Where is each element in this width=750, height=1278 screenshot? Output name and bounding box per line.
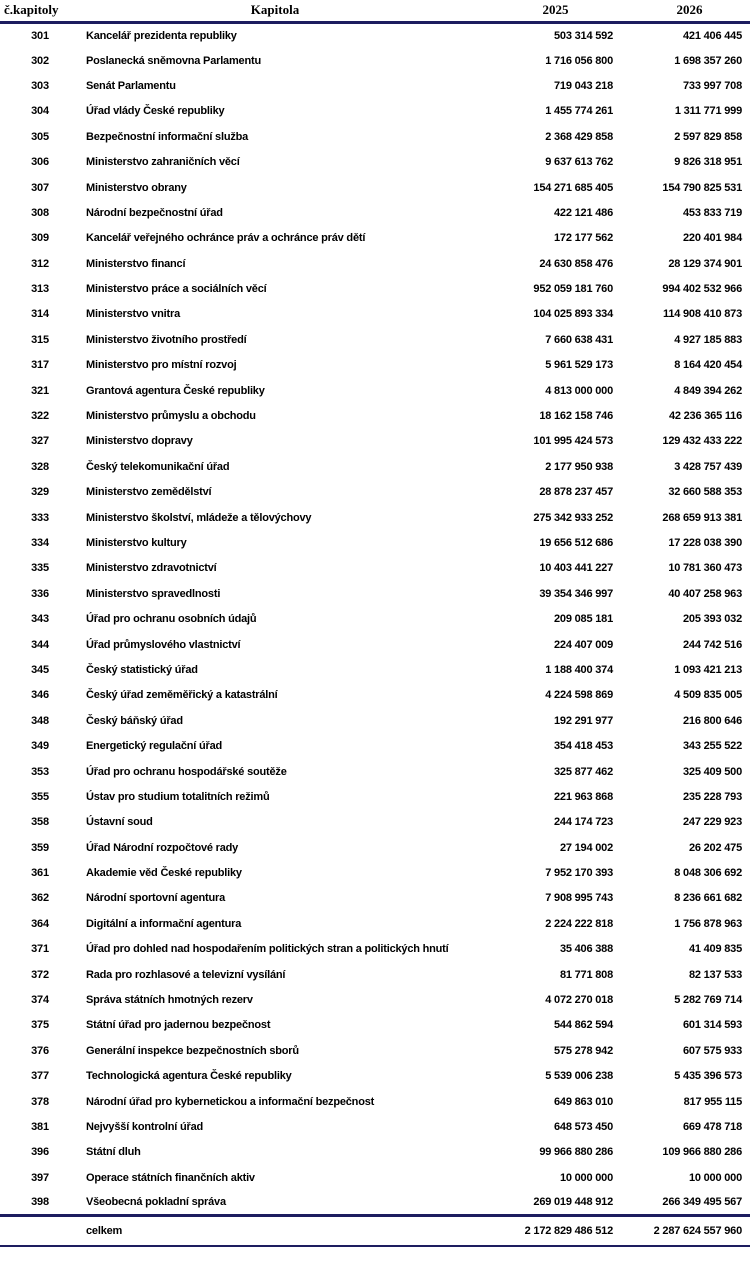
chapter-name: Ústav pro studium totalitních režimů bbox=[86, 790, 270, 803]
amount-2025: 544 862 594 bbox=[554, 1019, 613, 1032]
amount-2025: 5 539 006 238 bbox=[545, 1070, 613, 1083]
table-row bbox=[0, 1013, 750, 1038]
chapter-name: Ministerstvo dopravy bbox=[86, 435, 193, 448]
table-row bbox=[0, 73, 750, 98]
chapter-name: Ministerstvo školství, mládeže a tělovýchovy bbox=[86, 511, 312, 524]
amount-2025: 2 224 222 818 bbox=[545, 917, 613, 930]
chapter-number: 315 bbox=[31, 333, 49, 346]
chapter-name: Kancelář prezidenta republiky bbox=[86, 29, 237, 42]
table-row bbox=[0, 581, 750, 606]
chapter-number: 322 bbox=[31, 410, 49, 423]
chapter-number: 336 bbox=[31, 587, 49, 600]
chapter-name: Národní bezpečnostní úřad bbox=[86, 206, 223, 219]
chapter-name: Český úřad zeměměřický a katastrální bbox=[86, 689, 278, 702]
column-header-chapter-name: Kapitola bbox=[80, 0, 470, 23]
chapter-name: Ministerstvo spravedlnosti bbox=[86, 587, 221, 600]
amount-2026: 5 282 769 714 bbox=[674, 994, 742, 1007]
table-row bbox=[0, 962, 750, 987]
table-row bbox=[0, 1114, 750, 1139]
chapter-number: 313 bbox=[31, 283, 49, 296]
chapter-number: 314 bbox=[31, 308, 49, 321]
chapter-name: Kancelář veřejného ochránce práv a ochránce práv dětí bbox=[86, 232, 366, 245]
amount-2025: 19 656 512 686 bbox=[539, 537, 613, 549]
table-row bbox=[0, 556, 750, 581]
amount-2026: 247 229 923 bbox=[683, 816, 742, 829]
table-row bbox=[0, 200, 750, 225]
chapter-number: 348 bbox=[31, 714, 49, 727]
amount-2026: 4 509 835 005 bbox=[674, 689, 742, 702]
amount-2026: 216 800 646 bbox=[683, 714, 742, 727]
amount-2026: 343 255 522 bbox=[683, 740, 742, 753]
chapter-name: Úřad pro dohled nad hospodařením politických stran a politických hnutí bbox=[86, 943, 449, 956]
total-2025: 2 172 829 486 512 bbox=[470, 1216, 615, 1246]
chapter-number: 355 bbox=[31, 790, 49, 803]
column-header-2026: 2026 bbox=[615, 0, 750, 23]
amount-2026: 10 000 000 bbox=[688, 1171, 742, 1184]
table-row bbox=[0, 23, 750, 48]
chapter-name: Ministerstvo pro místní rozvoj bbox=[86, 359, 237, 372]
amount-2025: 1 188 400 374 bbox=[545, 663, 613, 676]
chapter-name: Ministerstvo obrany bbox=[86, 181, 187, 194]
table-row bbox=[0, 886, 750, 911]
total-empty-cell bbox=[0, 1216, 80, 1246]
chapter-number: 364 bbox=[31, 917, 49, 930]
amount-2025: 2 368 429 858 bbox=[545, 130, 613, 143]
chapter-number: 374 bbox=[31, 994, 49, 1007]
chapter-number: 361 bbox=[31, 867, 49, 880]
amount-2026: 1 311 771 999 bbox=[674, 105, 742, 118]
amount-2025: 4 072 270 018 bbox=[545, 994, 613, 1007]
amount-2026: 8 164 420 454 bbox=[674, 359, 742, 372]
amount-2025: 24 630 858 476 bbox=[539, 257, 613, 270]
chapter-name: Ministerstvo práce a sociálních věcí bbox=[86, 283, 267, 296]
chapter-number: 372 bbox=[31, 968, 49, 981]
table-row bbox=[0, 124, 750, 149]
table-row bbox=[0, 911, 750, 936]
table-row bbox=[0, 987, 750, 1012]
table-body bbox=[0, 23, 750, 1216]
table-row bbox=[0, 99, 750, 124]
chapter-name: Úřad průmyslového vlastnictví bbox=[86, 638, 241, 651]
table-row bbox=[0, 1038, 750, 1063]
amount-2025: 39 354 346 997 bbox=[539, 587, 613, 600]
chapter-number: 333 bbox=[31, 511, 49, 524]
amount-2026: 994 402 532 966 bbox=[662, 283, 742, 296]
amount-2026: 41 409 835 bbox=[688, 943, 742, 956]
chapter-number: 312 bbox=[31, 257, 49, 270]
chapter-name: Ústavní soud bbox=[86, 816, 153, 829]
chapter-number: 397 bbox=[31, 1171, 49, 1184]
chapter-number: 309 bbox=[31, 232, 49, 245]
table-row bbox=[0, 302, 750, 327]
amount-2026: 325 409 500 bbox=[683, 765, 742, 778]
amount-2026: 154 790 825 531 bbox=[662, 181, 742, 194]
chapter-number: 362 bbox=[31, 892, 49, 905]
amount-2025: 224 407 009 bbox=[554, 638, 613, 651]
amount-2025: 27 194 002 bbox=[559, 841, 613, 854]
chapter-name: Nejvyšší kontrolní úřad bbox=[86, 1120, 204, 1133]
table-row bbox=[0, 937, 750, 962]
chapter-name: Akademie věd České republiky bbox=[86, 867, 242, 880]
amount-2026: 235 228 793 bbox=[683, 790, 742, 803]
chapter-name: Operace státních finančních aktiv bbox=[86, 1171, 255, 1184]
table-row bbox=[0, 1089, 750, 1114]
table-row bbox=[0, 327, 750, 352]
amount-2025: 649 863 010 bbox=[554, 1095, 613, 1108]
chapter-number: 335 bbox=[31, 562, 49, 575]
chapter-number: 321 bbox=[31, 384, 49, 397]
chapter-number: 376 bbox=[31, 1044, 49, 1057]
table-row bbox=[0, 708, 750, 733]
amount-2025: 9 637 613 762 bbox=[545, 156, 613, 169]
chapter-name: Český báňský úřad bbox=[86, 714, 183, 727]
chapter-name: Ministerstvo zdravotnictví bbox=[86, 562, 217, 575]
amount-2026: 17 228 038 390 bbox=[668, 537, 742, 549]
amount-2025: 648 573 450 bbox=[554, 1120, 613, 1133]
amount-2025: 10 000 000 bbox=[559, 1171, 613, 1184]
table-row bbox=[0, 1064, 750, 1089]
amount-2026: 129 432 433 222 bbox=[662, 435, 742, 448]
chapter-name: Ministerstvo vnitra bbox=[86, 308, 181, 321]
chapter-name: Energetický regulační úřad bbox=[86, 740, 223, 753]
chapter-number: 301 bbox=[31, 29, 49, 42]
chapter-number: 328 bbox=[31, 460, 49, 473]
table-row bbox=[0, 632, 750, 657]
chapter-number: 306 bbox=[31, 156, 49, 169]
table-row bbox=[0, 454, 750, 479]
amount-2026: 733 997 708 bbox=[683, 79, 742, 92]
amount-2025: 354 418 453 bbox=[554, 740, 613, 753]
table-row bbox=[0, 251, 750, 276]
chapter-number: 398 bbox=[31, 1196, 49, 1209]
total-2026: 2 287 624 557 960 bbox=[615, 1216, 750, 1246]
amount-2025: 101 995 424 573 bbox=[533, 435, 613, 448]
chapter-name: Technologická agentura České republiky bbox=[86, 1070, 292, 1083]
chapter-name: Správa státních hmotných rezerv bbox=[86, 994, 253, 1007]
amount-2025: 172 177 562 bbox=[554, 232, 613, 245]
chapter-name: Státní úřad pro jadernou bezpečnost bbox=[86, 1019, 271, 1032]
column-header-chapter-number: č.kapitoly bbox=[0, 0, 80, 23]
amount-2025: 209 085 181 bbox=[554, 613, 613, 626]
chapter-name: Ministerstvo financí bbox=[86, 257, 186, 270]
chapter-number: 317 bbox=[31, 359, 49, 372]
chapter-name: Rada pro rozhlasové a televizní vysílání bbox=[86, 968, 286, 981]
table-row bbox=[0, 606, 750, 631]
table-row bbox=[0, 505, 750, 530]
amount-2026: 1 093 421 213 bbox=[674, 663, 742, 676]
total-label: celkem bbox=[80, 1216, 470, 1246]
amount-2026: 244 742 516 bbox=[683, 638, 742, 651]
table-row bbox=[0, 784, 750, 809]
amount-2026: 28 129 374 901 bbox=[668, 257, 742, 270]
amount-2025: 104 025 893 334 bbox=[533, 308, 613, 321]
table-row bbox=[0, 683, 750, 708]
chapter-number: 305 bbox=[31, 130, 49, 143]
amount-2025: 81 771 808 bbox=[559, 968, 613, 981]
amount-2025: 35 406 388 bbox=[559, 943, 613, 956]
amount-2026: 453 833 719 bbox=[683, 206, 742, 219]
amount-2025: 221 963 868 bbox=[554, 790, 613, 803]
chapter-name: Ministerstvo zemědělství bbox=[86, 486, 212, 499]
chapter-name: Poslanecká sněmovna Parlamentu bbox=[86, 54, 261, 67]
table-row bbox=[0, 353, 750, 378]
table-row bbox=[0, 175, 750, 200]
amount-2025: 244 174 723 bbox=[554, 816, 613, 829]
amount-2026: 10 781 360 473 bbox=[668, 562, 742, 575]
table-row bbox=[0, 530, 750, 555]
amount-2025: 503 314 592 bbox=[554, 29, 613, 42]
amount-2026: 42 236 365 116 bbox=[668, 410, 742, 423]
table-row bbox=[0, 1140, 750, 1165]
chapter-number: 304 bbox=[31, 105, 49, 118]
chapter-number: 308 bbox=[31, 206, 49, 219]
amount-2025: 4 813 000 000 bbox=[545, 384, 613, 397]
table-row bbox=[0, 226, 750, 251]
chapter-name: Úřad vlády České republiky bbox=[86, 105, 225, 118]
table-row bbox=[0, 835, 750, 860]
amount-2026: 220 401 984 bbox=[683, 232, 742, 245]
chapter-name: Digitální a informační agentura bbox=[86, 917, 242, 930]
table-row bbox=[0, 480, 750, 505]
table-row bbox=[0, 810, 750, 835]
table-row bbox=[0, 378, 750, 403]
amount-2026: 26 202 475 bbox=[688, 841, 742, 854]
amount-2026: 4 849 394 262 bbox=[674, 384, 742, 397]
table-row bbox=[0, 733, 750, 758]
chapter-name: Národní úřad pro kybernetickou a informační bezpečnost bbox=[86, 1095, 375, 1108]
amount-2026: 8 236 661 682 bbox=[674, 892, 742, 905]
amount-2026: 266 349 495 567 bbox=[662, 1196, 742, 1209]
amount-2026: 817 955 115 bbox=[683, 1095, 742, 1108]
amount-2025: 7 908 995 743 bbox=[545, 892, 613, 905]
chapter-name: Úřad pro ochranu osobních údajů bbox=[86, 613, 257, 626]
amount-2026: 32 660 588 353 bbox=[668, 486, 742, 499]
chapter-name: Úřad Národní rozpočtové rady bbox=[86, 841, 239, 854]
amount-2025: 7 952 170 393 bbox=[545, 867, 613, 880]
amount-2025: 154 271 685 405 bbox=[533, 181, 613, 194]
amount-2026: 4 927 185 883 bbox=[674, 333, 742, 346]
amount-2025: 1 455 774 261 bbox=[545, 105, 613, 118]
amount-2025: 325 877 462 bbox=[554, 765, 613, 778]
amount-2026: 40 407 258 963 bbox=[668, 587, 742, 600]
amount-2026: 205 393 032 bbox=[683, 613, 742, 626]
amount-2025: 422 121 486 bbox=[554, 206, 613, 219]
amount-2026: 669 478 718 bbox=[683, 1120, 742, 1133]
amount-2026: 1 756 878 963 bbox=[674, 917, 742, 930]
table-row bbox=[0, 429, 750, 454]
chapter-number: 329 bbox=[31, 486, 49, 499]
chapter-number: 349 bbox=[31, 740, 49, 753]
amount-2025: 4 224 598 869 bbox=[545, 689, 613, 702]
amount-2025: 719 043 218 bbox=[554, 79, 613, 92]
chapter-name: Všeobecná pokladní správa bbox=[86, 1196, 226, 1209]
chapter-number: 303 bbox=[31, 79, 49, 92]
amount-2026: 9 826 318 951 bbox=[674, 156, 742, 169]
amount-2026: 1 698 357 260 bbox=[674, 54, 742, 67]
chapter-name: Senát Parlamentu bbox=[86, 79, 176, 92]
table-row bbox=[0, 403, 750, 428]
column-header-2025: 2025 bbox=[470, 0, 615, 23]
chapter-number: 353 bbox=[31, 765, 49, 778]
table-row bbox=[0, 149, 750, 174]
chapter-number: 377 bbox=[31, 1070, 49, 1083]
chapter-number: 307 bbox=[31, 181, 49, 194]
total-row bbox=[0, 1216, 750, 1246]
amount-2026: 114 908 410 873 bbox=[663, 308, 742, 321]
chapter-name: Úřad pro ochranu hospodářské soutěže bbox=[86, 765, 287, 778]
amount-2026: 268 659 913 381 bbox=[662, 511, 742, 524]
amount-2025: 1 716 056 800 bbox=[545, 54, 613, 67]
amount-2025: 10 403 441 227 bbox=[539, 562, 613, 575]
chapter-name: Český statistický úřad bbox=[86, 663, 198, 676]
amount-2025: 2 177 950 938 bbox=[545, 460, 613, 473]
chapter-name: Generální inspekce bezpečnostních sborů bbox=[86, 1044, 299, 1057]
amount-2025: 28 878 237 457 bbox=[539, 486, 613, 499]
chapter-number: 343 bbox=[31, 613, 49, 626]
amount-2026: 3 428 757 439 bbox=[674, 460, 742, 473]
amount-2025: 269 019 448 912 bbox=[533, 1196, 613, 1209]
table-row bbox=[0, 48, 750, 73]
chapter-number: 345 bbox=[31, 663, 49, 676]
amount-2025: 192 291 977 bbox=[554, 714, 613, 727]
chapter-number: 396 bbox=[31, 1146, 49, 1159]
amount-2025: 275 342 933 252 bbox=[533, 511, 613, 524]
table-header-row bbox=[0, 0, 750, 23]
chapter-name: Ministerstvo životního prostředí bbox=[86, 333, 247, 346]
chapter-name: Ministerstvo zahraničních věcí bbox=[86, 156, 240, 169]
amount-2026: 421 406 445 bbox=[683, 29, 742, 42]
table-row bbox=[0, 860, 750, 885]
chapter-number: 344 bbox=[31, 638, 49, 651]
table-row bbox=[0, 759, 750, 784]
amount-2026: 8 048 306 692 bbox=[674, 867, 742, 880]
amount-2025: 952 059 181 760 bbox=[533, 283, 613, 296]
chapter-name: Ministerstvo kultury bbox=[86, 537, 187, 549]
chapter-name: Český telekomunikační úřad bbox=[86, 460, 230, 473]
amount-2026: 601 314 593 bbox=[683, 1019, 742, 1032]
amount-2025: 5 961 529 173 bbox=[545, 359, 613, 372]
chapter-name: Národní sportovní agentura bbox=[86, 892, 226, 905]
chapter-number: 302 bbox=[31, 54, 49, 67]
table-row bbox=[0, 657, 750, 682]
amount-2025: 575 278 942 bbox=[554, 1044, 613, 1057]
chapter-number: 378 bbox=[31, 1095, 49, 1108]
amount-2025: 18 162 158 746 bbox=[539, 410, 613, 423]
table-row bbox=[0, 1165, 750, 1190]
amount-2026: 607 575 933 bbox=[683, 1044, 742, 1057]
chapter-number: 327 bbox=[31, 435, 49, 448]
chapter-number: 358 bbox=[31, 816, 49, 829]
amount-2025: 99 966 880 286 bbox=[539, 1146, 613, 1159]
chapter-number: 359 bbox=[31, 841, 49, 854]
chapter-name: Grantová agentura České republiky bbox=[86, 384, 265, 397]
chapter-number: 375 bbox=[31, 1019, 49, 1032]
amount-2026: 82 137 533 bbox=[688, 968, 742, 981]
chapter-number: 346 bbox=[31, 689, 49, 702]
chapter-name: Ministerstvo průmyslu a obchodu bbox=[86, 410, 256, 423]
amount-2026: 5 435 396 573 bbox=[674, 1070, 742, 1083]
chapter-name: Státní dluh bbox=[86, 1146, 141, 1159]
amount-2026: 109 966 880 286 bbox=[662, 1146, 742, 1159]
table-row bbox=[0, 276, 750, 301]
table-row bbox=[0, 1190, 750, 1215]
amount-2026: 2 597 829 858 bbox=[674, 130, 742, 143]
amount-2025: 7 660 638 431 bbox=[545, 333, 613, 346]
chapter-name: Bezpečnostní informační služba bbox=[86, 130, 249, 143]
chapter-number: 334 bbox=[31, 537, 49, 549]
chapter-number: 371 bbox=[31, 943, 49, 956]
chapter-number: 381 bbox=[31, 1120, 49, 1133]
